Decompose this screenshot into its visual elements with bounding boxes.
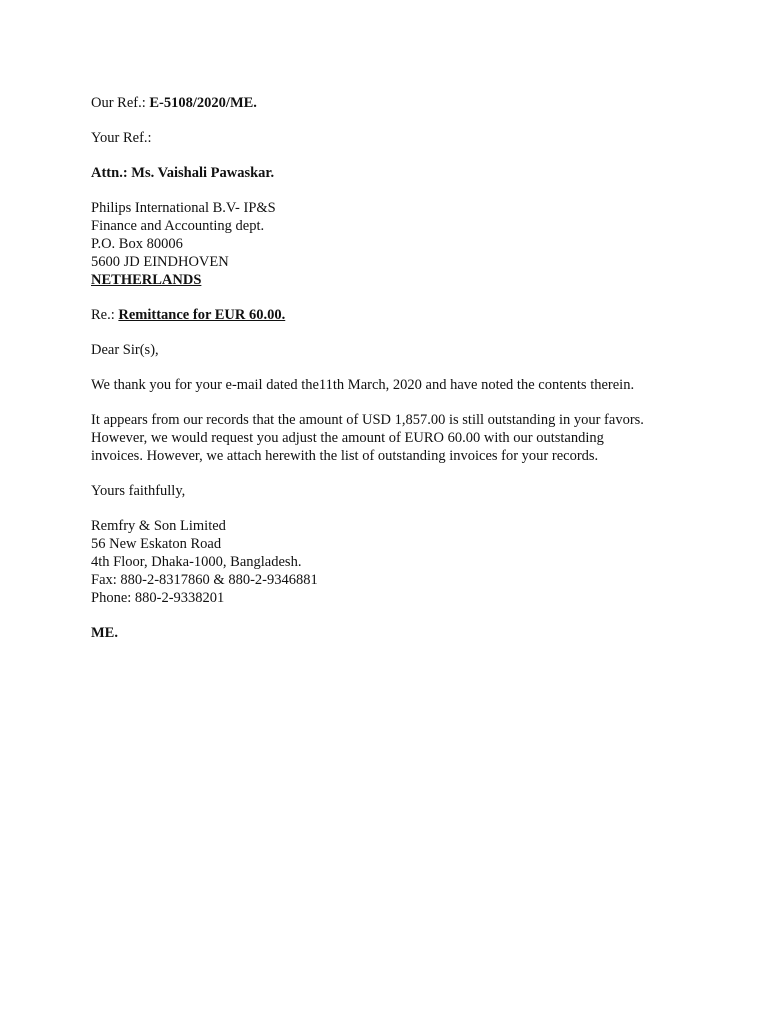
- signoff-text: ME.: [91, 625, 118, 641]
- letter-body: [91, 94, 691, 659]
- sender-line-1: Remfry & Son Limited: [91, 518, 226, 534]
- recipient-line-4: 5600 JD EINDHOVEN: [91, 254, 229, 270]
- sender-phone: Phone: 880-2-9338201: [91, 590, 225, 606]
- re-label: Re.:: [91, 307, 119, 323]
- recipient-line-3: P.O. Box 80006: [91, 236, 183, 252]
- body-para2-line-1: It appears from our records that the amount of USD 1,857.00 is still outstanding in your favors.: [91, 412, 644, 428]
- closing-text: Yours faithfully,: [91, 483, 186, 499]
- re-subject: Remittance for EUR 60.00.: [118, 307, 286, 323]
- recipient-country: NETHERLANDS: [91, 272, 202, 288]
- body-paragraph-2: [91, 411, 691, 465]
- salutation-text: Dear Sir(s),: [91, 342, 159, 358]
- closing: [91, 482, 691, 500]
- recipient-line-2: Finance and Accounting dept.: [91, 218, 265, 234]
- body-para1-text: We thank you for your e-mail dated the11th March, 2020 and have noted the contents therein.: [91, 377, 635, 393]
- sender-fax: Fax: 880-2-8317860 & 880-2-9346881: [91, 572, 318, 588]
- our-ref-label: Our Ref.:: [91, 95, 150, 111]
- our-ref: [91, 94, 691, 112]
- body-para2-line-3: invoices. However, we attach herewith the list of outstanding invoices for your records.: [91, 448, 599, 464]
- attn-text: Attn.: Ms. Vaishali Pawaskar.: [91, 165, 275, 181]
- body-paragraph-1: [91, 376, 691, 394]
- sender-address: [91, 517, 691, 607]
- body-para2-line-2: However, we would request you adjust the amount of EURO 60.00 with our outstanding: [91, 430, 604, 446]
- recipient-line-1: Philips International B.V- IP&S: [91, 200, 276, 216]
- recipient-address: [91, 199, 691, 289]
- your-ref: [91, 129, 691, 147]
- signoff: [91, 624, 691, 642]
- our-ref-value: E-5108/2020/ME.: [149, 95, 257, 111]
- sender-line-3: 4th Floor, Dhaka-1000, Bangladesh.: [91, 554, 302, 570]
- sender-line-2: 56 New Eskaton Road: [91, 536, 222, 552]
- your-ref-label: Your Ref.:: [91, 130, 152, 146]
- attention-line: [91, 164, 691, 182]
- subject-line: [91, 306, 691, 324]
- salutation: [91, 341, 691, 359]
